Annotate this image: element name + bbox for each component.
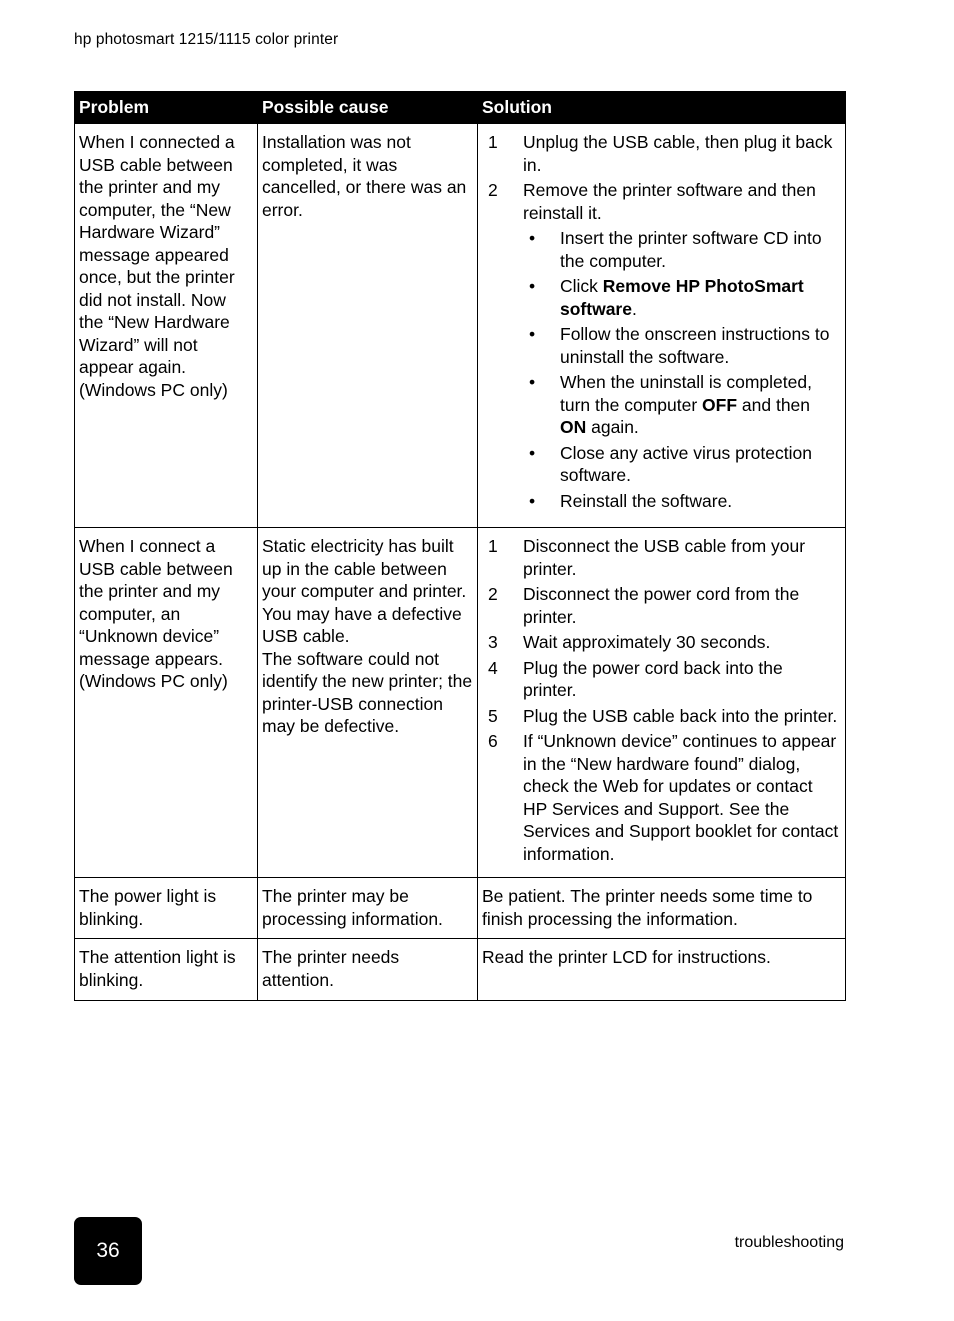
- bullet-text: [560, 372, 812, 437]
- step-number: 4: [488, 657, 498, 678]
- solution-cell: [478, 528, 846, 878]
- list-item: [482, 179, 841, 512]
- troubleshooting-table: [74, 91, 846, 1001]
- list-item: [523, 323, 841, 368]
- menu-command: Remove HP PhotoSmart software: [560, 276, 804, 319]
- header-solution: Solution: [478, 92, 846, 124]
- cause-cell: The printer may be processing information.: [258, 878, 478, 939]
- cause-text: The software could not identify the new printer; the printer-USB connection may be defective.: [262, 648, 473, 736]
- solution-steps: [482, 535, 841, 865]
- header-problem: Problem: [75, 92, 258, 124]
- cause-cell: Installation was not completed, it was cancelled, or there was an error.: [258, 124, 478, 528]
- sub-bullets: [523, 227, 841, 512]
- bullet-text: Insert the printer software CD into the computer.: [560, 228, 822, 271]
- step-text: Disconnect the USB cable from your printer.: [523, 536, 806, 579]
- cause-text: Static electricity has built up in the cable between your computer and printer. You may have a defective USB cable.: [262, 536, 467, 646]
- step-text: Wait approximately 30 seconds.: [523, 632, 771, 652]
- solution-cell: [478, 124, 846, 528]
- problem-cell: The attention light is blinking.: [75, 939, 258, 1001]
- step-number: 2: [488, 584, 498, 604]
- list-item: [482, 705, 841, 728]
- bullet-text: Follow the onscreen instructions to uninstall the software.: [560, 324, 830, 367]
- step-text: If “Unknown device” continues to appear in the “New hardware found” dialog, check the Web for updates or contact HP Services and Support. See the Services and Support booklet for contact information.: [523, 731, 839, 864]
- bullet-icon: •: [529, 372, 536, 392]
- bullet-text: Close any active virus protection software.: [560, 442, 812, 485]
- on-keyword: ON: [560, 417, 587, 437]
- list-item: [482, 131, 841, 176]
- list-item: [523, 275, 841, 320]
- bullet-icon: •: [529, 490, 536, 511]
- table-row: [75, 939, 846, 1001]
- bullet-text: Reinstall the software.: [560, 490, 733, 511]
- cause-cell: The printer needs attention.: [258, 939, 478, 1001]
- running-head: hp photosmart 1215/1115 color printer: [74, 31, 339, 48]
- list-item: [482, 730, 841, 865]
- step-number: 1: [488, 132, 498, 152]
- bullet-icon: •: [529, 442, 536, 463]
- table-header-row: [75, 92, 846, 124]
- table-row: [75, 878, 846, 939]
- problem-cell: When I connected a USB cable between the printer and my computer, the “New Hardware Wizard” message appeared once, but the printer did not install. Now the “New Hardware Wizard” will not appear again. (Windows PC only): [75, 124, 258, 528]
- page-number-tab: [74, 1217, 142, 1285]
- table-row: [75, 124, 846, 528]
- list-item: [482, 583, 841, 628]
- step-text: Plug the power cord back into the printer.: [523, 657, 783, 700]
- bullet-text-pre: Click: [560, 276, 603, 296]
- step-text: Unplug the USB cable, then plug it back in.: [523, 132, 833, 175]
- bullet-icon: •: [529, 276, 536, 296]
- section-name: troubleshooting: [734, 1234, 844, 1251]
- list-item: [482, 657, 841, 702]
- off-keyword: OFF: [702, 394, 738, 415]
- step-text: Disconnect the power cord from the printer.: [523, 584, 800, 627]
- list-item: [523, 227, 841, 272]
- list-item: [523, 371, 841, 439]
- step-number: 5: [488, 705, 498, 726]
- step-text: Plug the USB cable back into the printer.: [523, 705, 838, 726]
- bullet-text: [560, 276, 804, 319]
- problem-cell: The power light is blinking.: [75, 878, 258, 939]
- list-item: [523, 442, 841, 487]
- bullet-text-mid: and then: [737, 394, 811, 415]
- page-number: 36: [96, 1239, 120, 1262]
- cause-cell: [258, 528, 478, 878]
- solution-steps: [482, 131, 841, 512]
- step-number: 6: [488, 731, 498, 751]
- bullet-text-post: again.: [586, 417, 639, 437]
- step-number: 2: [488, 180, 498, 200]
- list-item: [482, 535, 841, 580]
- list-item: [523, 490, 841, 513]
- step-number: 3: [488, 632, 498, 652]
- step-text: Remove the printer software and then reinstall it.: [523, 180, 816, 223]
- problem-cell: When I connect a USB cable between the printer and my computer, an “Unknown device” message appears. (Windows PC only): [75, 528, 258, 878]
- header-possible-cause: Possible cause: [258, 92, 478, 124]
- bullet-icon: •: [529, 324, 536, 344]
- step-number: 1: [488, 536, 498, 556]
- bullet-icon: •: [529, 228, 536, 248]
- solution-cell: Be patient. The printer needs some time to finish processing the information.: [478, 878, 846, 939]
- table-row: [75, 528, 846, 878]
- list-item: [482, 631, 841, 654]
- bullet-text-pre: When the uninstall is completed, turn the computer: [560, 372, 812, 415]
- bullet-text-post: .: [631, 298, 637, 319]
- solution-cell: Read the printer LCD for instructions.: [478, 939, 846, 1001]
